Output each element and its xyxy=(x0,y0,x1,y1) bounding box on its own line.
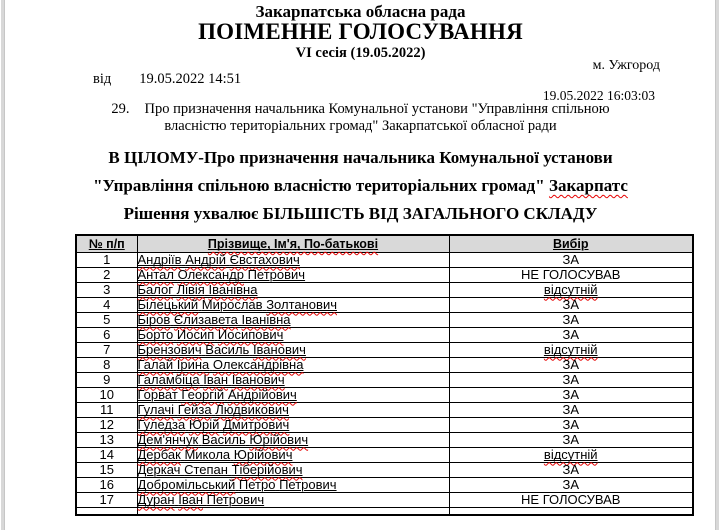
row-number: 11 xyxy=(76,402,137,417)
vote-value: НЕ ГОЛОСУВАВ xyxy=(449,267,693,282)
row-number: 2 xyxy=(76,267,137,282)
print-datetime: 19.05.2022 16:03:03 xyxy=(542,88,655,103)
deputy-name: Антал Олександр Петрович xyxy=(137,267,449,282)
vote-value: ЗА xyxy=(449,462,693,477)
header-number-column: № п/п xyxy=(76,235,137,252)
voting-table-body xyxy=(76,252,693,515)
deputy-name: Дуран Іван Петрович xyxy=(137,492,449,507)
from-label: від xyxy=(93,71,112,87)
table-row xyxy=(76,477,693,492)
vote-value: ЗА xyxy=(449,387,693,402)
deputy-name: Гулачі Гейза Людвикович xyxy=(137,402,449,417)
vote-value: ЗА xyxy=(449,327,693,342)
deputy-name: Брензович Василь Іванович xyxy=(137,342,449,357)
row-number: 7 xyxy=(76,342,137,357)
agenda-item-line2: власністю територіальних громад" Закарпатської обласної ради xyxy=(164,118,557,134)
agenda-item-line1 xyxy=(0,101,721,118)
deputy-name: Гуледза Юрій Дмитрович xyxy=(137,417,449,432)
motion-title-line1: В ЦІЛОМУ-Про призначення начальника Комунальної установи xyxy=(108,148,613,167)
deputy-name: Дем'янчук Василь Юрійович xyxy=(137,432,449,447)
table-header-row xyxy=(76,235,693,252)
row-number: 6 xyxy=(76,327,137,342)
vote-value: ЗА xyxy=(449,252,693,267)
city-label: м. Ужгород xyxy=(592,58,660,73)
vote-value: ЗА xyxy=(449,417,693,432)
table-row xyxy=(76,432,693,447)
deputy-name: Деркач Степан Тіберійович xyxy=(137,462,449,477)
deputy-name: Галамбіца Іван Іванович xyxy=(137,372,449,387)
header-vote-column: Вибір xyxy=(449,235,693,252)
vote-value: відсутній xyxy=(449,342,693,357)
row-number: 10 xyxy=(76,387,137,402)
council-name: Закарпатська обласна рада xyxy=(255,2,466,21)
vote-value: ЗА xyxy=(449,357,693,372)
vote-value: відсутній xyxy=(449,447,693,462)
row-number: 5 xyxy=(76,312,137,327)
session-line: VI сесія (19.05.2022) xyxy=(295,45,426,61)
table-row xyxy=(76,357,693,372)
vote-value: НЕ ГОЛОСУВАВ xyxy=(449,492,693,507)
vote-value: ЗА xyxy=(449,477,693,492)
vote-value: ЗА xyxy=(449,297,693,312)
row-number: 12 xyxy=(76,417,137,432)
table-row xyxy=(76,462,693,477)
vote-value: відсутній xyxy=(449,282,693,297)
table-row xyxy=(76,342,693,357)
row-number: 17 xyxy=(76,492,137,507)
deputy-name: Андріїв Андрій Євстахович xyxy=(137,252,449,267)
row-number: 15 xyxy=(76,462,137,477)
page-edge-left xyxy=(1,0,5,530)
row-number: 4 xyxy=(76,297,137,312)
row-number: 8 xyxy=(76,357,137,372)
motion-title-line2 xyxy=(0,176,721,196)
deputy-name: Білецький Мирослав Золтанович xyxy=(137,297,449,312)
deputy-name: Горват Георгій Андрійович xyxy=(137,387,449,402)
vote-value: ЗА xyxy=(449,432,693,447)
agenda-text-line1: Про призначення начальника Комунальної установи "Управління спільною xyxy=(144,101,610,117)
row-number: 14 xyxy=(76,447,137,462)
vote-value: ЗА xyxy=(449,372,693,387)
row-number: 3 xyxy=(76,282,137,297)
table-row xyxy=(76,252,693,267)
deputy-name: Дербак Микола Юрійович xyxy=(137,447,449,462)
table-row xyxy=(76,387,693,402)
session-datetime: 19.05.2022 14:51 xyxy=(139,71,242,87)
table-row xyxy=(76,312,693,327)
deputy-name: Галай Ірина Олександрівна xyxy=(137,357,449,372)
row-number: 9 xyxy=(76,372,137,387)
table-row xyxy=(76,492,693,507)
table-row xyxy=(76,297,693,312)
table-row xyxy=(76,372,693,387)
row-number: 13 xyxy=(76,432,137,447)
deputy-name: Балог Лівія Іванівна xyxy=(137,282,449,297)
table-row xyxy=(76,402,693,417)
vote-value: ЗА xyxy=(449,402,693,417)
misspelled-word: Закарпатс xyxy=(548,176,628,195)
table-row xyxy=(76,417,693,432)
deputy-name: Добромільський Петро Петрович xyxy=(137,477,449,492)
table-row xyxy=(76,267,693,282)
motion-title-line2-text: "Управління спільною власністю територіальних громад" xyxy=(93,176,549,195)
table-row xyxy=(76,447,693,462)
header-name-column xyxy=(137,235,449,252)
vote-value: ЗА xyxy=(449,312,693,327)
agenda-number: 29. xyxy=(111,101,130,117)
row-number: 16 xyxy=(76,477,137,492)
header-name-text: Прізвище, Ім'я, По-батькові xyxy=(207,236,379,251)
row-number: 1 xyxy=(76,252,137,267)
table-row-clipped xyxy=(76,507,693,515)
table-row xyxy=(76,282,693,297)
deputy-name: Біров Єлизавета Іванівна xyxy=(137,312,449,327)
page-edge-right xyxy=(715,0,719,530)
session-datetime-line xyxy=(93,71,241,88)
deputy-name: Борто Иосип Иосипович xyxy=(137,327,449,342)
voting-table xyxy=(75,234,694,516)
table-row xyxy=(76,327,693,342)
document-title: ПОІМЕННЕ ГОЛОСУВАННЯ xyxy=(198,19,523,44)
decision-rule: Рішення ухвалює БІЛЬШІСТЬ ВІД ЗАГАЛЬНОГО СКЛАДУ xyxy=(123,204,598,223)
